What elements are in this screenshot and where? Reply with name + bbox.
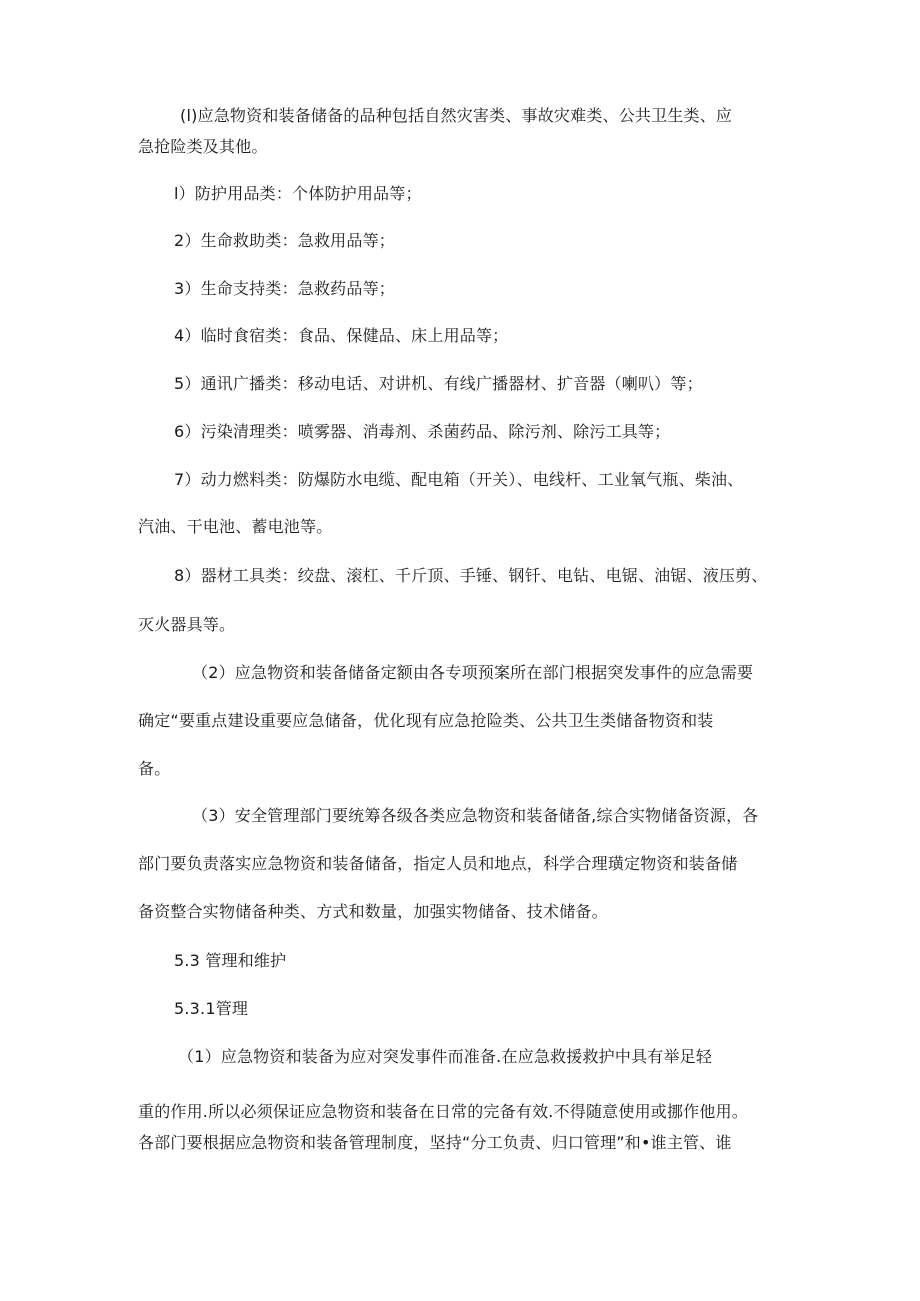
paragraph-line: （1）应急物资和装备为应对突发事件而准备.在应急救援救护中具有举足轻 <box>178 1047 713 1066</box>
paragraph-line: （3）安全管理部门要统筹各级各类应急物资和装备储备,综合实物储备资源，各 <box>192 806 759 825</box>
paragraph-line: 确定“要重点建设重要应急储备，优化现有应急抢险类、公共卫生类储备物资和装 <box>138 711 714 730</box>
subsection-heading: 5.3.1管理 <box>174 999 249 1018</box>
paragraph-line: 备。 <box>138 759 171 778</box>
list-item-continuation: 灭火器具等。 <box>138 615 236 634</box>
list-item: 6）污染清理类：喷雾器、消毒剂、杀菌药品、除污剂、除污工具等； <box>174 422 671 441</box>
list-item: 2）生命救助类：急救用品等； <box>174 231 395 250</box>
paragraph-line: 各部门要根据应急物资和装备管理制度，坚持“分工负责、归口管理”和•谁主管、谁 <box>138 1133 732 1152</box>
list-item-continuation: 汽油、干电池、蓄电池等。 <box>138 517 333 536</box>
list-item: 4）临时食宿类：食品、保健品、床上用品等； <box>174 326 509 345</box>
paragraph-line: （2）应急物资和装备储备定额由各专项预案所在部门根据突发事件的应急需要 <box>192 663 754 682</box>
paragraph-line: 急抢险类及其他。 <box>138 137 268 156</box>
list-item: 7）动力燃料类：防爆防水电缆、配电箱（开关）、电线杆、工业氧气瓶、柴油、 <box>174 470 744 489</box>
list-item: 5）通讯广播类：移动电话、对讲机、有线广播器材、扩音器（喇叭）等； <box>174 374 703 393</box>
list-item: 3）生命支持类：急救药品等； <box>174 279 395 298</box>
paragraph-line: (l)应急物资和装备储备的品种包括自然灾害类、事故灾难类、公共卫生类、应 <box>180 106 733 125</box>
list-item: 8）器材工具类：绞盘、滚杠、千斤顶、手锤、钢钎、电钻、电锯、油锯、液压剪、 <box>174 566 768 585</box>
section-heading: 5.3 管理和维护 <box>174 951 287 970</box>
list-item: l）防护用品类：个体防护用品等； <box>174 184 422 203</box>
paragraph-line: 备资整合实物储备种类、方式和数量，加强实物储备、技术储备。 <box>138 902 608 921</box>
paragraph-line: 重的作用.所以必须保证应急物资和装备在日常的完备有效.不得随意使用或挪作他用。 <box>138 1102 748 1121</box>
paragraph-line: 部门要负责落实应急物资和装备储备，指定人员和地点，科学合理璜定物资和装备储 <box>138 854 738 873</box>
